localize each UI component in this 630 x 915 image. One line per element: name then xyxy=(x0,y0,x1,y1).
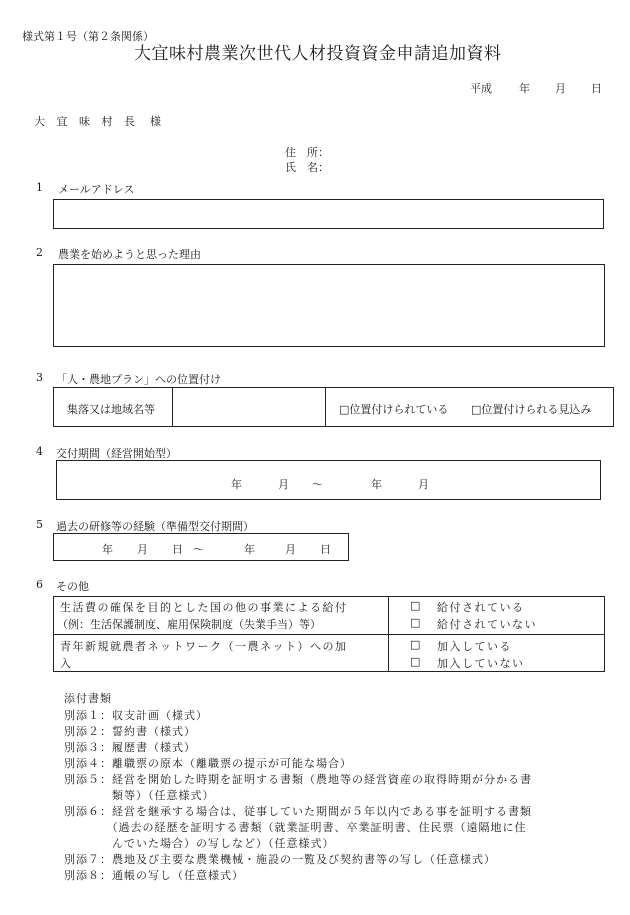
section1-label: メールアドレス xyxy=(58,183,135,196)
attachment-item: 別添２：誓約書（様式） xyxy=(64,725,196,738)
date-month-label: 月 xyxy=(555,82,566,95)
training-year-2: 年 xyxy=(244,543,255,556)
community-name-field[interactable] xyxy=(174,389,324,425)
name-label: 氏 名： xyxy=(285,161,329,174)
plan-table-divider-1 xyxy=(172,387,173,427)
plan-table-divider-2 xyxy=(325,387,326,427)
section5-number: 5 xyxy=(36,518,43,531)
grant-period-box[interactable] xyxy=(56,460,601,500)
section4-number: 4 xyxy=(36,445,43,458)
addressee-honorific: 様 xyxy=(150,115,161,128)
benefit-received-label: 給付されている xyxy=(437,601,525,614)
date-year-label: 年 xyxy=(519,82,530,95)
grant-period-month-1: 月 xyxy=(278,478,289,491)
grant-period-tilde: 〜 xyxy=(312,478,323,491)
benefit-received-checkbox[interactable]: □ xyxy=(410,599,421,612)
form-number: 様式第１号（第２条関係） xyxy=(22,30,154,43)
attachment-item: んでいた場合）の写しなど）（任意様式） xyxy=(64,837,335,850)
reason-field[interactable] xyxy=(53,264,605,347)
section1-number: 1 xyxy=(36,181,43,194)
grant-period-year-2: 年 xyxy=(371,478,382,491)
network-not-joined-label: 加入していない xyxy=(437,657,525,670)
plan-option-positioned[interactable]: □位置付けられている xyxy=(339,403,449,416)
section5-label: 過去の研修等の経験（準備型交付期間） xyxy=(56,520,254,533)
email-field[interactable] xyxy=(53,199,604,229)
network-not-joined-checkbox[interactable]: □ xyxy=(410,655,421,668)
attachment-item: 別添７：農地及び主要な農業機械・施設の一覧及び契約書等の写し（任意様式） xyxy=(64,853,496,866)
other-table-row-divider xyxy=(53,634,605,635)
section6-label: その他 xyxy=(56,580,89,593)
training-day-1: 日 xyxy=(172,543,183,556)
plan-row-label: 集落又は地域名等 xyxy=(67,403,155,416)
training-year-1: 年 xyxy=(102,543,113,556)
attachment-item: 別添１：収支計画（様式） xyxy=(64,709,208,722)
training-month-1: 月 xyxy=(137,543,148,556)
training-day-2: 日 xyxy=(320,543,331,556)
benefit-not-received-label: 給付されていない xyxy=(437,618,537,631)
date-era: 平成 xyxy=(470,82,492,95)
benefit-question-line1: 生活費の確保を目的とした国の他の事業による給付 xyxy=(60,601,348,614)
attachment-item: 別添８：通帳の写し（任意様式） xyxy=(64,869,244,882)
section3-label: 「人・農地プラン」への位置付け xyxy=(56,373,221,386)
section6-number: 6 xyxy=(36,578,43,591)
attachment-item: 別添４：離職票の原本（離職票の提示が可能な場合） xyxy=(64,757,352,770)
section4-label: 交付期間（経営開始型） xyxy=(56,447,177,460)
attachment-item: （過去の経歴を証明する書類（就業証明書、卒業証明書、住民票（遠隔地に住 xyxy=(64,821,527,834)
grant-period-month-2: 月 xyxy=(418,478,429,491)
attachment-item: 別添３：履歴書（様式） xyxy=(64,741,196,754)
attachment-item: 別添６：経営を継承する場合は、従事していた期間が５年以内である事を証明する書類 xyxy=(64,805,532,818)
section3-number: 3 xyxy=(36,371,43,384)
addressee-chief: 大 宜 味 村 長 xyxy=(34,115,139,128)
benefit-question-line2: （例：生活保護制度、雇用保険制度（失業手当）等） xyxy=(57,618,321,631)
network-joined-label: 加入している xyxy=(437,640,512,653)
training-month-2: 月 xyxy=(285,543,296,556)
document-title: 大宜味村農業次世代人材投資資金申請追加資料 xyxy=(134,44,502,64)
plan-option-expected[interactable]: □位置付けられる見込み xyxy=(471,403,592,416)
section2-label: 農業を始めようと思った理由 xyxy=(58,248,201,261)
attachment-item: 類等）（任意様式） xyxy=(64,789,215,802)
section2-number: 2 xyxy=(36,246,43,259)
attachments-heading: 添付書類 xyxy=(64,692,112,705)
training-tilde: 〜 xyxy=(193,543,204,556)
address-label: 住 所： xyxy=(285,146,329,159)
grant-period-year-1: 年 xyxy=(231,478,242,491)
benefit-not-received-checkbox[interactable]: □ xyxy=(410,616,421,629)
date-day-label: 日 xyxy=(591,82,602,95)
network-question-line1: 青年新規就農者ネットワーク（一農ネット）への加 xyxy=(60,640,348,653)
network-joined-checkbox[interactable]: □ xyxy=(410,638,421,651)
network-question-line2: 入 xyxy=(60,657,71,670)
attachment-item: 別添５：経営を開始した時期を証明する書類（農地等の経営資産の取得時期が分かる書 xyxy=(64,773,532,786)
